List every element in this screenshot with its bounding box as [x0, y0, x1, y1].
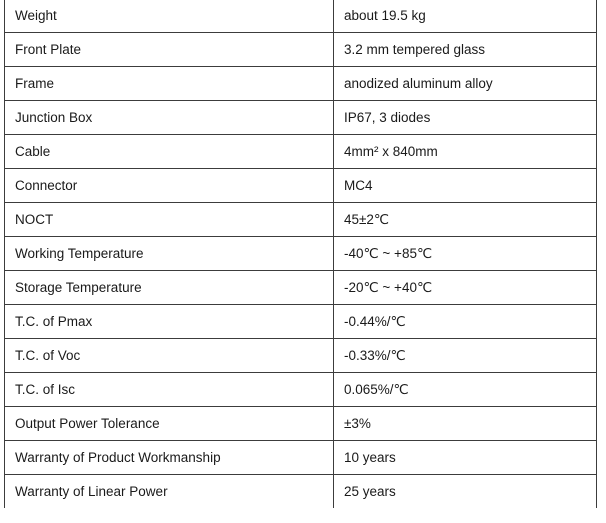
parameter-cell: Connector	[5, 169, 334, 203]
table-row	[5, 475, 597, 509]
value-cell: IP67, 3 diodes	[334, 101, 597, 135]
parameter-cell: T.C. of Isc	[5, 373, 334, 407]
parameter-cell: Cable	[5, 135, 334, 169]
value-cell: about 19.5 kg	[334, 0, 597, 33]
value-cell: MC4	[334, 169, 597, 203]
parameter-cell: Output Power Tolerance	[5, 407, 334, 441]
specification-table-body	[5, 0, 597, 508]
parameter-cell: Warranty of Product Workmanship	[5, 441, 334, 475]
table-row	[5, 373, 597, 407]
table-row	[5, 67, 597, 101]
parameter-cell: T.C. of Voc	[5, 339, 334, 373]
value-cell: -40℃ ~ +85℃	[334, 237, 597, 271]
value-cell: 25 years	[334, 475, 597, 509]
parameter-cell: Warranty of Linear Power	[5, 475, 334, 509]
value-cell: -0.33%/℃	[334, 339, 597, 373]
table-row	[5, 203, 597, 237]
table-row	[5, 33, 597, 67]
value-cell: 10 years	[334, 441, 597, 475]
value-cell: 0.065%/℃	[334, 373, 597, 407]
table-row	[5, 237, 597, 271]
parameter-cell: Junction Box	[5, 101, 334, 135]
value-cell: anodized aluminum alloy	[334, 67, 597, 101]
table-row	[5, 305, 597, 339]
parameter-cell: Front Plate	[5, 33, 334, 67]
parameter-cell: Storage Temperature	[5, 271, 334, 305]
value-cell: 4mm² x 840mm	[334, 135, 597, 169]
parameter-cell: Weight	[5, 0, 334, 33]
table-row	[5, 135, 597, 169]
parameter-cell: T.C. of Pmax	[5, 305, 334, 339]
parameter-cell: NOCT	[5, 203, 334, 237]
table-row	[5, 0, 597, 33]
table-row	[5, 271, 597, 305]
parameter-cell: Working Temperature	[5, 237, 334, 271]
value-cell: -20℃ ~ +40℃	[334, 271, 597, 305]
value-cell: 45±2℃	[334, 203, 597, 237]
table-row	[5, 407, 597, 441]
parameter-cell: Frame	[5, 67, 334, 101]
value-cell: -0.44%/℃	[334, 305, 597, 339]
table-row	[5, 169, 597, 203]
value-cell: ±3%	[334, 407, 597, 441]
value-cell: 3.2 mm tempered glass	[334, 33, 597, 67]
table-row	[5, 339, 597, 373]
specification-table	[4, 0, 597, 508]
table-row	[5, 101, 597, 135]
table-row	[5, 441, 597, 475]
